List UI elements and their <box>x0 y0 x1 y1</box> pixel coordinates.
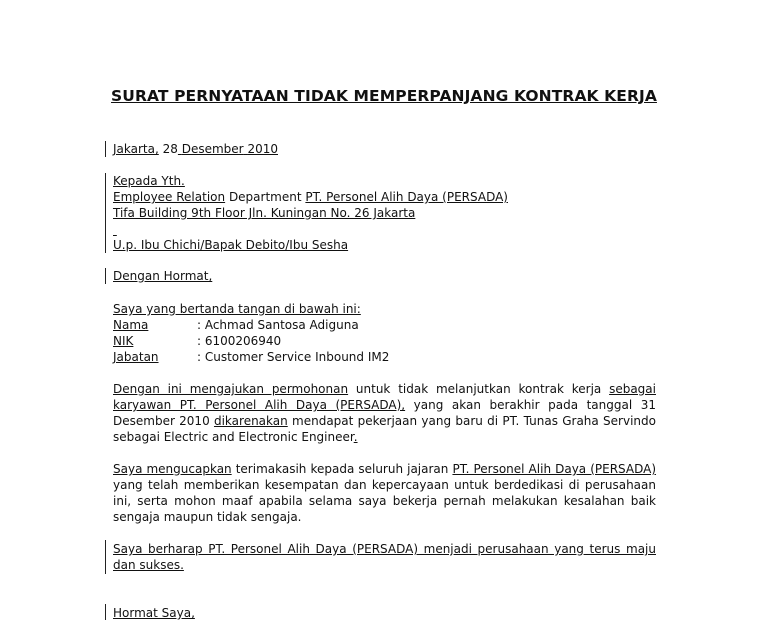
revision-bar <box>105 268 106 284</box>
intro-text: Saya yang bertanda tangan di bawah ini: <box>113 302 361 316</box>
date-city: Jakarta, <box>113 142 159 156</box>
letter-title: SURAT PERNYATAAN TIDAK MEMPERPANJANG KONTRAK KERJA <box>111 87 657 105</box>
field-label: Jabatan : <box>113 350 201 364</box>
recipient-line1: Kepada Yth. <box>113 174 185 188</box>
recipient-dept-b: Department <box>228 190 302 204</box>
recipient-address: Tifa Building 9th Floor Jln. Kuningan No. 26 Jakarta <box>113 206 416 220</box>
closing: Hormat Saya, <box>113 606 195 620</box>
date-year: 2010 <box>247 142 278 156</box>
field-value: 6100206940 <box>204 334 282 348</box>
recipient-attention: U.p. Ibu Chichi/Bapak Debito/Ibu Sesha <box>113 238 349 252</box>
field-label: Nama : <box>113 318 201 332</box>
revision-bar <box>105 141 106 157</box>
recipient-company: PT. Personel Alih Daya (PERSADA) <box>305 190 508 204</box>
field-row <box>113 333 281 349</box>
revision-bar <box>105 604 106 620</box>
greeting: Dengan Hormat, <box>113 269 213 283</box>
letter-date <box>113 141 278 157</box>
field-row <box>113 317 359 333</box>
field-row <box>113 349 389 365</box>
date-month: Desember <box>181 142 244 156</box>
revision-bar <box>105 540 106 574</box>
recipient-line2 <box>113 189 508 205</box>
body-paragraph-2: Saya mengucapkan terimakasih kepada seluruh jajaran PT. Personel Alih Daya (PERSADA) yang telah memberikan kesempatan dan kepercayaan untuk berdedikasi di perusahaan ini, serta mohon maaf apabila selama saya bekerja pernah melakukan kesalahan baik sengaja maupun tidak sengaja. <box>113 462 657 524</box>
field-value: Achmad Santosa Adiguna <box>204 318 359 332</box>
field-value: Customer Service Inbound IM2 <box>204 350 390 364</box>
body-paragraph-1: Dengan ini mengajukan permohonan untuk tidak melanjutkan kontrak kerja sebagai karyawan PT. Personel Alih Daya (PERSADA), yang akan berakhir pada tanggal 31 Desember 2010 dikarenakan mendapat pekerjaan yang baru di PT. Tunas Graha Servindo sebagai Electric and Electronic Engineer. <box>113 382 656 444</box>
date-day: 28 <box>162 142 178 156</box>
recipient-dept-a: Employee Relation <box>113 190 226 204</box>
body-paragraph-3: Saya berharap PT. Personel Alih Daya (PERSADA) menjadi perusahaan yang terus maju dan sukses. <box>113 542 656 572</box>
field-label: NIK : <box>113 334 201 348</box>
revision-bar <box>105 173 106 253</box>
empty-underline <box>113 222 119 232</box>
